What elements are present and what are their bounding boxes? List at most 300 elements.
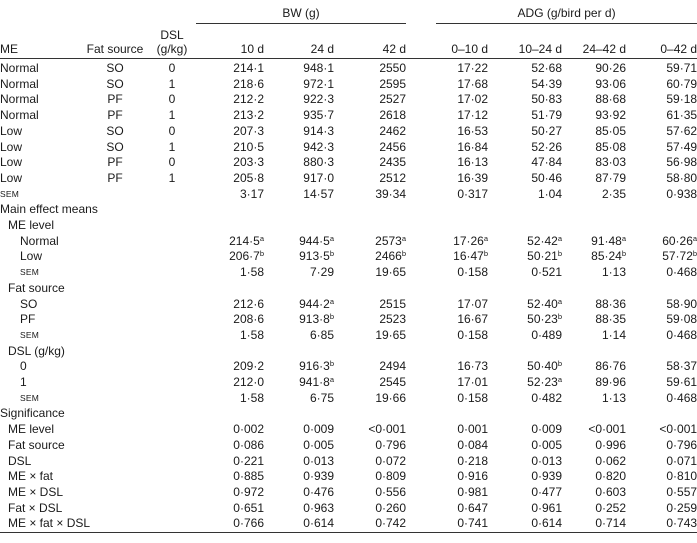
column-gap xyxy=(406,155,436,171)
adg-cell: 83·03 xyxy=(595,155,627,170)
column-gap xyxy=(406,422,436,438)
sem-cell: 0·938 xyxy=(666,186,697,201)
significance-letter: a xyxy=(401,233,407,243)
section-header-row xyxy=(0,406,697,422)
column-gap xyxy=(406,124,436,140)
mean-cell xyxy=(196,297,264,313)
significance-letter: a xyxy=(557,375,563,385)
significance-letter: b xyxy=(259,249,264,259)
sem-cell: 0·158 xyxy=(457,327,489,342)
column-gap xyxy=(406,328,436,344)
p-value-cell: 0·796 xyxy=(375,437,407,452)
sem-cell: 0·468 xyxy=(666,265,697,280)
p-value-cell: 0·981 xyxy=(457,484,489,499)
sem-cell: 7·29 xyxy=(309,265,334,280)
column-gap xyxy=(406,265,436,281)
adg-cell: 88·68 xyxy=(595,92,627,107)
sem-cell: 39·34 xyxy=(375,186,407,201)
me-header: ME xyxy=(0,24,82,59)
adg-cell: 51·79 xyxy=(531,108,563,123)
table-cell xyxy=(148,359,196,375)
table-row xyxy=(0,108,697,124)
effect-label: Fat × DSL xyxy=(8,500,63,515)
bw-cell: 2435 xyxy=(379,155,407,170)
p-value-cell: 0·072 xyxy=(375,453,407,468)
cell-value: 60·26 xyxy=(662,233,693,248)
level-label: 0 xyxy=(20,359,27,374)
adg-cell: 93·06 xyxy=(595,76,627,91)
significance-letter: b xyxy=(401,249,407,259)
table-cell xyxy=(148,297,196,313)
effect-label: Fat source xyxy=(8,437,65,452)
table-row xyxy=(0,485,697,501)
column-gap xyxy=(406,92,436,108)
significance-title: Significance xyxy=(0,406,65,421)
sem-cell: 0·489 xyxy=(531,327,563,342)
cell-value: 59·61 xyxy=(666,375,697,390)
mean-cell xyxy=(626,312,697,328)
sem-cell: 1·58 xyxy=(239,390,264,405)
factor-label: ME level xyxy=(8,218,55,233)
p-value-cell: 0·810 xyxy=(666,469,697,484)
sem-label: SEM xyxy=(20,392,40,403)
column-header-row xyxy=(0,24,697,59)
cell-value: 88·35 xyxy=(595,312,627,327)
dsl-cell: 0 xyxy=(168,155,176,170)
mean-cell xyxy=(436,375,488,391)
bw-cell: 914·3 xyxy=(303,123,334,138)
me-cell: Normal xyxy=(0,61,39,75)
column-gap xyxy=(406,501,436,517)
significance-letter: b xyxy=(483,249,489,259)
table-cell xyxy=(148,312,196,328)
adg-cell: 16·84 xyxy=(457,139,489,154)
bw-cell: 2550 xyxy=(379,61,407,75)
effect-label: ME level xyxy=(8,422,55,437)
effect-label: ME × fat xyxy=(8,469,54,484)
mean-cell xyxy=(562,375,626,391)
significance-letter: b xyxy=(557,312,563,322)
sem-cell: 19·66 xyxy=(375,390,407,405)
sem-cell: 14·57 xyxy=(303,186,334,201)
p-value-cell: 0·651 xyxy=(233,500,264,515)
bw-cell: 922·3 xyxy=(303,92,334,107)
adg-cell: 50·46 xyxy=(531,170,563,185)
effect-label: DSL xyxy=(8,453,32,468)
p-value-cell: 0·218 xyxy=(457,453,489,468)
p-value-cell: 0·556 xyxy=(375,484,407,499)
table-cell xyxy=(82,297,148,313)
sem-cell: 6·75 xyxy=(309,390,334,405)
significance-letter: b xyxy=(692,249,697,259)
table-row xyxy=(0,140,697,156)
cell-value: 2494 xyxy=(379,359,407,374)
fat-source-header: Fat source xyxy=(82,24,148,59)
cell-value: 214·5 xyxy=(229,233,260,248)
bw-cell: 218·6 xyxy=(233,76,264,91)
mean-cell xyxy=(334,234,406,250)
significance-letter: b xyxy=(329,249,334,259)
me-cell: Normal xyxy=(0,76,39,91)
column-gap xyxy=(406,171,436,187)
sem-cell: 0·158 xyxy=(457,265,489,280)
mean-cell xyxy=(264,249,334,265)
table-cell xyxy=(82,391,148,407)
table-row xyxy=(0,501,697,517)
cell-value: 91·48 xyxy=(591,233,622,248)
significance-letter: b xyxy=(557,249,563,259)
mean-cell xyxy=(626,234,697,250)
mean-cell xyxy=(196,312,264,328)
sem-cell: 0·468 xyxy=(666,390,697,405)
column-gap xyxy=(406,454,436,470)
bw-cell: 212·2 xyxy=(233,92,264,107)
fat-cell: SO xyxy=(106,123,124,138)
table-row xyxy=(0,171,697,187)
adg-group-header: ADG (g/bird per d) xyxy=(436,0,697,24)
p-value-cell: 0·939 xyxy=(531,469,563,484)
mean-cell xyxy=(334,359,406,375)
significance-letter: a xyxy=(692,233,697,243)
cell-value: 58·90 xyxy=(666,296,697,311)
effect-label: ME × fat × DSL xyxy=(0,516,196,532)
table-cell xyxy=(148,328,196,344)
mean-cell xyxy=(436,249,488,265)
mean-cell xyxy=(264,375,334,391)
factor-label: DSL (g/kg) xyxy=(8,343,65,358)
bw-cell: 917·0 xyxy=(303,170,334,185)
level-label: PF xyxy=(20,312,36,327)
level-label: Normal xyxy=(20,233,59,248)
p-value-cell: 0·963 xyxy=(303,500,334,515)
mean-cell xyxy=(626,297,697,313)
table-row xyxy=(0,454,697,470)
column-gap xyxy=(406,249,436,265)
p-value-cell: 0·009 xyxy=(531,422,563,437)
p-value-cell: 0·005 xyxy=(531,437,563,452)
p-value-cell: 0·916 xyxy=(457,469,489,484)
table-cell xyxy=(82,312,148,328)
adg-col-header: 0–10 d xyxy=(436,24,488,59)
sem-cell: 1·58 xyxy=(239,265,264,280)
p-value-cell: 0·557 xyxy=(666,484,697,499)
sem-cell: 19·65 xyxy=(375,265,407,280)
sem-cell: 2·35 xyxy=(602,186,627,201)
sem-cell: 1·58 xyxy=(239,327,264,342)
fat-cell: PF xyxy=(107,108,123,123)
table-cell xyxy=(82,234,148,250)
bw-cell: 935·7 xyxy=(303,108,334,123)
significance-letter: b xyxy=(557,359,563,369)
significance-letter: a xyxy=(483,233,489,243)
p-value-cell: 0·071 xyxy=(666,453,697,468)
column-gap xyxy=(406,140,436,156)
subsection-header-row xyxy=(0,218,697,234)
p-value-cell: 0·477 xyxy=(531,484,563,499)
bw-cell: 880·3 xyxy=(303,155,334,170)
column-gap xyxy=(406,516,436,532)
mean-cell xyxy=(196,249,264,265)
significance-letter: b xyxy=(329,312,334,322)
sem-cell: 0·468 xyxy=(666,327,697,342)
mean-cell xyxy=(196,375,264,391)
dsl-header: DSL (g/kg) xyxy=(148,24,196,59)
cell-value: 16·73 xyxy=(457,359,489,374)
p-value-cell: 0·742 xyxy=(334,516,406,532)
adg-cell: 16·39 xyxy=(457,170,489,185)
adg-col-header: 10–24 d xyxy=(488,24,562,59)
level-label: 1 xyxy=(20,375,27,390)
adg-cell: 85·08 xyxy=(595,139,627,154)
column-gap xyxy=(406,297,436,313)
effect-label: ME × DSL xyxy=(8,484,64,499)
significance-letter: b xyxy=(621,249,627,259)
p-value-cell: 0·260 xyxy=(375,500,407,515)
table-cell xyxy=(148,234,196,250)
table-row xyxy=(0,516,697,532)
mean-cell xyxy=(264,297,334,313)
bw-col-header: 24 d xyxy=(264,24,334,59)
cell-value: 206·7 xyxy=(229,249,260,264)
sem-cell: 0·158 xyxy=(457,390,489,405)
column-gap xyxy=(406,108,436,124)
p-value-cell: 0·614 xyxy=(488,516,562,532)
mean-cell xyxy=(334,375,406,391)
bw-cell: 2512 xyxy=(379,170,407,185)
significance-letter: a xyxy=(621,233,627,243)
cell-value: 85·24 xyxy=(591,249,622,264)
main-effects-title: Main effect means xyxy=(0,202,98,217)
table-cell xyxy=(82,265,148,281)
bw-cell: 207·3 xyxy=(233,123,264,138)
mean-cell xyxy=(562,312,626,328)
level-label: Low xyxy=(20,249,43,264)
cell-value: 209·2 xyxy=(233,359,264,374)
column-gap xyxy=(406,312,436,328)
p-value-cell: 0·996 xyxy=(595,437,627,452)
p-value-cell: 0·614 xyxy=(264,516,334,532)
adg-cell: 52·68 xyxy=(531,61,563,75)
column-gap xyxy=(406,469,436,485)
cell-value: 59·08 xyxy=(666,312,697,327)
level-label: SO xyxy=(20,296,38,311)
table-row xyxy=(0,375,697,391)
mean-cell xyxy=(436,297,488,313)
table-row xyxy=(0,422,697,438)
column-gap xyxy=(406,77,436,93)
bw-cell: 2456 xyxy=(379,139,407,154)
me-cell: Low xyxy=(0,170,23,185)
bw-cell: 205·8 xyxy=(233,170,264,185)
mean-cell xyxy=(436,312,488,328)
bw-cell: 942·3 xyxy=(303,139,334,154)
sem-cell: 0·317 xyxy=(457,186,489,201)
mean-cell xyxy=(562,297,626,313)
cell-value: 89·96 xyxy=(595,375,627,390)
p-value-cell: 0·820 xyxy=(595,469,627,484)
significance-letter: a xyxy=(329,233,334,243)
sem-cell: 6·85 xyxy=(309,327,334,342)
cell-value: 2515 xyxy=(379,296,407,311)
bw-cell: 972·1 xyxy=(303,76,334,91)
bw-col-header: 10 d xyxy=(196,24,264,59)
cell-value: 212·6 xyxy=(233,296,264,311)
p-value-cell: 0·743 xyxy=(626,516,697,532)
cell-value: 913·8 xyxy=(299,312,330,327)
group-header-row xyxy=(0,0,697,24)
dsl-cell: 0 xyxy=(168,123,176,138)
fat-cell: PF xyxy=(107,170,123,185)
adg-cell: 85·05 xyxy=(595,123,627,138)
dsl-cell: 1 xyxy=(168,76,176,91)
cell-value: 208·6 xyxy=(233,312,264,327)
adg-cell: 54·39 xyxy=(531,76,563,91)
cell-value: 941·8 xyxy=(299,375,330,390)
sem-cell: 1·13 xyxy=(602,390,627,405)
dsl-cell: 1 xyxy=(168,139,176,154)
dsl-cell: 0 xyxy=(168,61,176,75)
p-value-cell: 0·741 xyxy=(436,516,488,532)
p-value-cell: 0·809 xyxy=(375,469,407,484)
adg-col-header: 24–42 d xyxy=(562,24,626,59)
adg-cell: 93·92 xyxy=(595,108,627,123)
p-value-cell: 0·221 xyxy=(233,453,264,468)
bw-cell: 210·5 xyxy=(233,139,264,154)
bw-cell: 203·3 xyxy=(233,155,264,170)
column-gap xyxy=(406,375,436,391)
significance-letter: a xyxy=(259,233,264,243)
table-cell xyxy=(82,249,148,265)
p-value-cell: <0·001 xyxy=(588,422,627,437)
sem-row xyxy=(0,187,697,203)
subsection-header-row xyxy=(0,281,697,297)
cell-value: 212·0 xyxy=(233,375,264,390)
significance-letter: a xyxy=(329,296,334,306)
adg-cell: 87·79 xyxy=(595,170,627,185)
cell-value: 88·36 xyxy=(595,296,627,311)
cell-value: 17·26 xyxy=(453,233,484,248)
table-cell xyxy=(82,328,148,344)
mean-cell xyxy=(626,249,697,265)
column-gap xyxy=(406,234,436,250)
table-row xyxy=(0,249,697,265)
mean-cell xyxy=(562,234,626,250)
adg-cell: 17·22 xyxy=(457,61,489,75)
sem-cell: 1·14 xyxy=(602,327,627,342)
p-value-cell: 0·766 xyxy=(196,516,264,532)
bw-cell: 214·1 xyxy=(233,61,264,75)
mean-cell xyxy=(436,234,488,250)
column-gap xyxy=(406,438,436,454)
bw-cell: 2527 xyxy=(379,92,407,107)
table-row xyxy=(0,124,697,140)
mean-cell xyxy=(436,359,488,375)
p-value-cell: 0·796 xyxy=(666,437,697,452)
p-value-cell: 0·013 xyxy=(531,453,563,468)
mean-cell xyxy=(196,359,264,375)
sem-row xyxy=(0,391,697,407)
me-cell: Low xyxy=(0,155,23,170)
table-cell xyxy=(148,249,196,265)
p-value-cell: 0·086 xyxy=(233,437,264,452)
mean-cell xyxy=(488,234,562,250)
mean-cell xyxy=(488,375,562,391)
adg-cell: 17·12 xyxy=(457,108,489,123)
table-cell xyxy=(82,375,148,391)
fat-cell: PF xyxy=(107,155,123,170)
cell-value: 57·72 xyxy=(662,249,693,264)
p-value-cell: 0·252 xyxy=(595,500,627,515)
significance-letter: a xyxy=(557,233,563,243)
mean-cell xyxy=(488,249,562,265)
table-row xyxy=(0,312,697,328)
p-value-cell: 0·714 xyxy=(562,516,626,532)
fat-cell: PF xyxy=(107,92,123,107)
dsl-cell: 1 xyxy=(168,108,176,123)
adg-cell: 17·02 xyxy=(457,92,489,107)
cell-value: 86·76 xyxy=(595,359,627,374)
sem-cell: 1·13 xyxy=(602,265,627,280)
me-cell: Normal xyxy=(0,92,39,107)
section-header-row xyxy=(0,202,697,218)
bw-cell: 2595 xyxy=(379,76,407,91)
cell-value: 50·40 xyxy=(527,359,558,374)
sem-cell: 0·482 xyxy=(531,390,563,405)
p-value-cell: 0·972 xyxy=(233,484,264,499)
p-value-cell: 0·603 xyxy=(595,484,627,499)
p-value-cell: 0·062 xyxy=(595,453,627,468)
dsl-cell: 1 xyxy=(168,170,176,185)
p-value-cell: 0·939 xyxy=(303,469,334,484)
p-value-cell: 0·647 xyxy=(457,500,489,515)
cell-value: 17·01 xyxy=(457,375,489,390)
sem-row xyxy=(0,265,697,281)
mean-cell xyxy=(626,359,697,375)
adg-cell: 58·80 xyxy=(666,170,697,185)
cell-value: 52·42 xyxy=(527,233,558,248)
subsection-header-row xyxy=(0,344,697,360)
table-row xyxy=(0,155,697,171)
p-value-cell: <0·001 xyxy=(659,422,697,437)
p-value-cell: 0·002 xyxy=(233,422,264,437)
adg-cell: 59·71 xyxy=(666,61,697,75)
column-gap xyxy=(406,187,436,203)
fat-cell: SO xyxy=(106,139,124,154)
significance-letter: a xyxy=(329,375,334,385)
table-cell xyxy=(82,187,148,203)
bw-cell: 2462 xyxy=(379,123,407,138)
mean-cell xyxy=(488,359,562,375)
bw-cell: 948·1 xyxy=(303,61,334,75)
me-cell: Low xyxy=(0,123,23,138)
adg-cell: 90·26 xyxy=(595,61,627,75)
adg-cell: 59·18 xyxy=(666,92,697,107)
p-value-cell: 0·885 xyxy=(233,469,264,484)
adg-col-header: 0–42 d xyxy=(626,24,697,59)
cell-value: 16·47 xyxy=(453,249,484,264)
adg-cell: 50·83 xyxy=(531,92,563,107)
adg-cell: 52·26 xyxy=(531,139,563,154)
mean-cell xyxy=(334,249,406,265)
cell-value: 2523 xyxy=(379,312,407,327)
p-value-cell: 0·005 xyxy=(303,437,334,452)
mean-cell xyxy=(562,359,626,375)
p-value-cell: 0·084 xyxy=(457,437,489,452)
table-cell xyxy=(148,375,196,391)
sem-label: SEM xyxy=(20,267,40,278)
adg-cell: 57·62 xyxy=(666,123,697,138)
mean-cell xyxy=(264,312,334,328)
